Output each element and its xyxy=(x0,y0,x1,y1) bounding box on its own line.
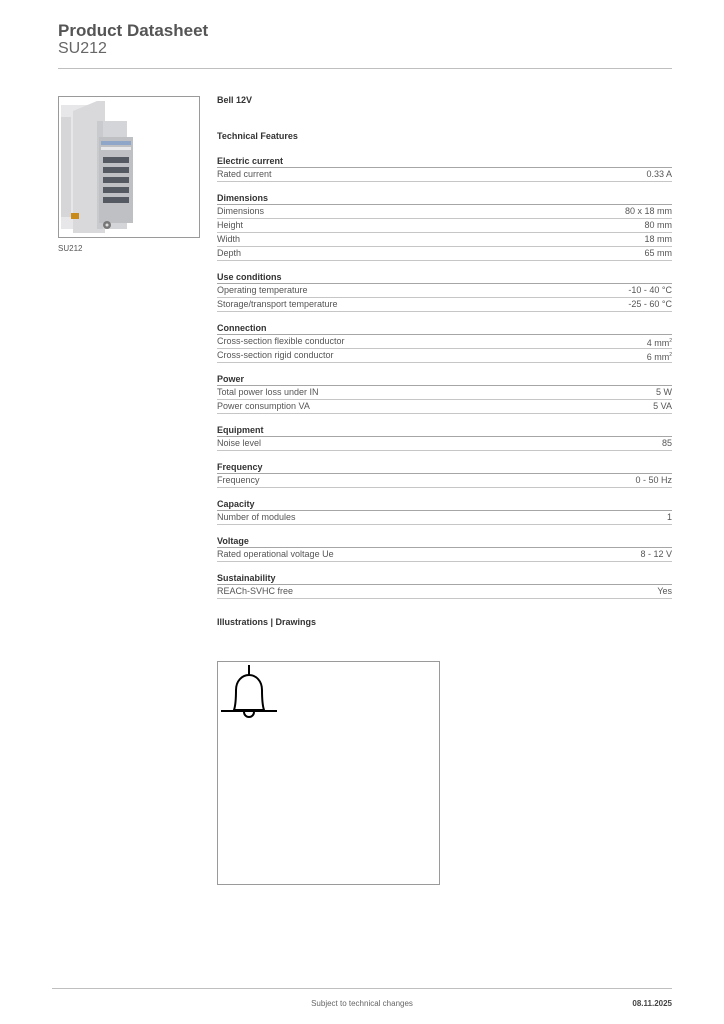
drawing-box xyxy=(217,661,440,885)
spec-label: Cross-section flexible conductor xyxy=(217,336,345,346)
unit-superscript: 2 xyxy=(669,338,672,344)
spec-value xyxy=(635,474,672,487)
feature-group xyxy=(217,498,672,525)
group-title: Power xyxy=(217,373,672,386)
group-title: Capacity xyxy=(217,498,672,511)
spec-value-text: 80 mm xyxy=(644,220,672,230)
feature-group xyxy=(217,155,672,182)
group-title: Use conditions xyxy=(217,271,672,284)
footer-note: Subject to technical changes xyxy=(311,999,413,1008)
spec-label: Total power loss under IN xyxy=(217,387,319,397)
spec-value-text: 4 mm xyxy=(646,338,670,348)
bell-module-image xyxy=(59,97,199,237)
spec-label: Number of modules xyxy=(217,512,296,522)
spec-label: Operating temperature xyxy=(217,285,308,295)
feature-group xyxy=(217,461,672,488)
feature-group xyxy=(217,424,672,451)
group-title: Equipment xyxy=(217,424,672,437)
feature-groups xyxy=(217,155,672,599)
spec-value-text: 8 - 12 V xyxy=(640,549,672,559)
spec-value xyxy=(644,219,672,232)
spec-value-text: 5 W xyxy=(655,387,672,397)
spec-label: Cross-section rigid conductor xyxy=(217,350,334,360)
technical-content xyxy=(217,95,672,629)
spec-row xyxy=(217,437,672,451)
spec-value xyxy=(646,168,672,181)
spec-value-text: -10 - 40 °C xyxy=(628,285,672,295)
spec-value xyxy=(644,247,672,260)
spec-value-text: 65 mm xyxy=(644,248,672,258)
spec-row xyxy=(217,386,672,400)
spec-label: Frequency xyxy=(217,475,260,485)
spec-value xyxy=(656,386,672,399)
spec-row xyxy=(217,168,672,182)
product-photo xyxy=(58,96,200,238)
spec-value-text: 18 mm xyxy=(644,234,672,244)
feature-group xyxy=(217,535,672,562)
spec-value-text: -25 - 60 °C xyxy=(628,299,672,309)
footer-date: 08.11.2025 xyxy=(632,999,672,1008)
spec-row xyxy=(217,205,672,219)
spec-value-text: 85 xyxy=(661,438,672,448)
spec-value-text: 5 VA xyxy=(653,401,672,411)
footer-divider xyxy=(52,988,672,989)
spec-label: Rated operational voltage Ue xyxy=(217,549,334,559)
photo-caption: SU212 xyxy=(58,244,83,253)
group-title: Electric current xyxy=(217,155,672,168)
illustrations-heading: Illustrations | Drawings xyxy=(217,617,317,627)
spec-value-text: 80 x 18 mm xyxy=(624,206,672,216)
spec-label: Rated current xyxy=(217,169,272,179)
spec-row xyxy=(217,585,672,599)
spec-row xyxy=(217,284,672,298)
group-title: Voltage xyxy=(217,535,672,548)
spec-value xyxy=(657,585,672,598)
spec-value-text: 6 mm xyxy=(646,352,670,362)
feature-group xyxy=(217,192,672,261)
feature-group xyxy=(217,271,672,312)
group-title: Connection xyxy=(217,322,672,335)
spec-label: Dimensions xyxy=(217,206,265,216)
page-title: Product Datasheet xyxy=(58,21,209,40)
feature-group xyxy=(217,373,672,414)
spec-value xyxy=(628,298,672,311)
spec-value-text: 0.33 A xyxy=(646,169,672,179)
spec-row xyxy=(217,335,672,349)
spec-row xyxy=(217,219,672,233)
spec-value xyxy=(628,284,672,297)
feature-group xyxy=(217,572,672,599)
header-divider xyxy=(58,68,672,69)
bell-icon xyxy=(220,664,280,724)
technical-features-heading: Technical Features xyxy=(217,131,298,141)
group-title: Frequency xyxy=(217,461,672,474)
spec-value xyxy=(640,548,672,561)
unit-superscript: 2 xyxy=(669,352,672,358)
spec-row xyxy=(217,511,672,525)
spec-row xyxy=(217,548,672,562)
spec-label: Power consumption VA xyxy=(217,401,310,411)
spec-label: Depth xyxy=(217,248,242,258)
spec-label: Noise level xyxy=(217,438,262,448)
spec-value xyxy=(647,349,672,362)
spec-value xyxy=(647,335,672,348)
spec-label: Height xyxy=(217,220,244,230)
product-name: Bell 12V xyxy=(217,95,253,105)
spec-row xyxy=(217,474,672,488)
spec-label: Storage/transport temperature xyxy=(217,299,338,309)
spec-row xyxy=(217,349,672,363)
spec-row xyxy=(217,247,672,261)
spec-value xyxy=(667,511,672,524)
group-title: Dimensions xyxy=(217,192,672,205)
spec-row xyxy=(217,400,672,414)
feature-group xyxy=(217,322,672,363)
spec-value xyxy=(625,205,672,218)
spec-value xyxy=(644,233,672,246)
product-code: SU212 xyxy=(58,40,107,57)
spec-value xyxy=(662,437,672,450)
spec-value-text: 0 - 50 Hz xyxy=(635,475,672,485)
spec-row xyxy=(217,298,672,312)
spec-label: Width xyxy=(217,234,241,244)
spec-value-text: Yes xyxy=(657,586,672,596)
spec-value-text: 1 xyxy=(666,512,672,522)
spec-row xyxy=(217,233,672,247)
group-title: Sustainability xyxy=(217,572,672,585)
spec-label: REACh-SVHC free xyxy=(217,586,294,596)
spec-value xyxy=(653,400,672,413)
